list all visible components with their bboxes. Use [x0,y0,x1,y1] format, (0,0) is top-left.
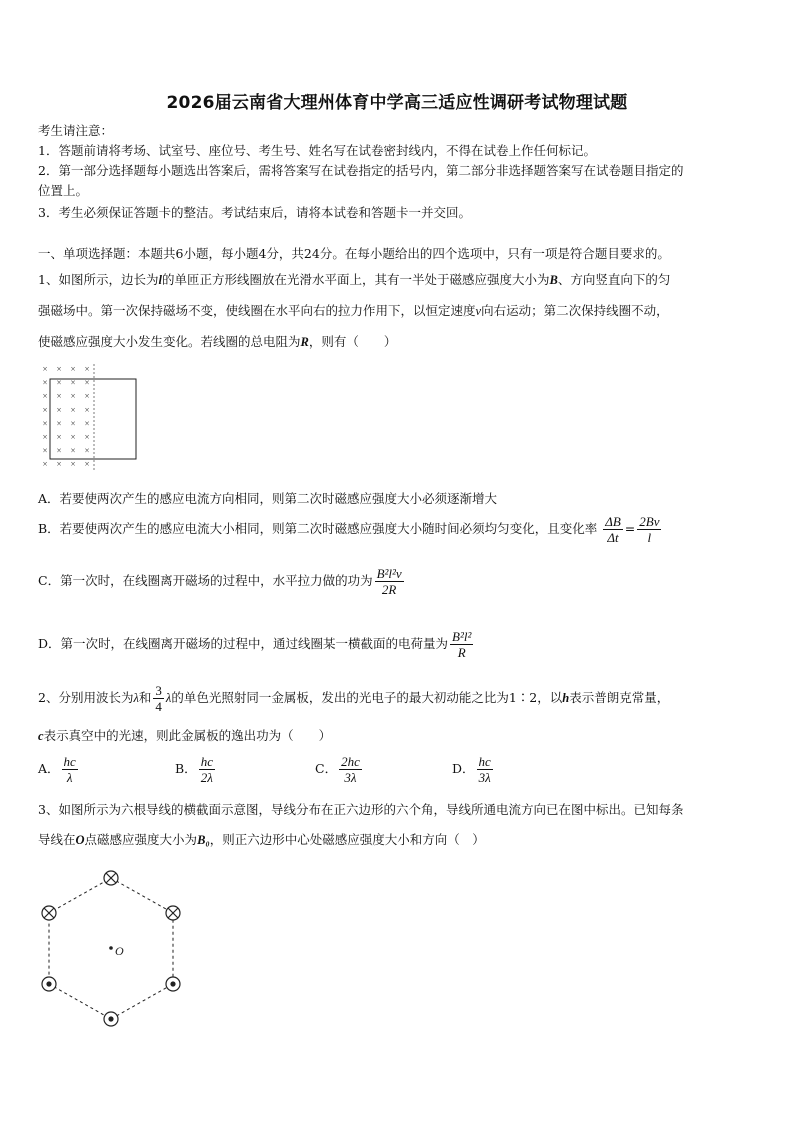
q1-line-1: 1、如图所示，边长为l的单匝正方形线圈放在光滑水平面上，其有一半处于磁感应强度大小为B、方向竖直向下的匀 [38,272,671,287]
page-title: 2026届云南省大理州体育中学高三适应性调研考试物理试题 [166,93,628,113]
q2-option-a: A． $\frac{hc}{\lambda}$ [38,754,76,785]
q2-option-b: B． $\frac{hc}{2\lambda}$ [175,754,213,785]
wire-upper-left-into-page [42,906,56,920]
field-cross-mark: × [84,432,90,442]
notice-item-2: 2．第一部分选择题每小题选出答案后，需将答案写在试卷指定的括号内，第二部分非选择题答案写在试卷题目指定的 [38,163,684,178]
q1-option-a: A．若要使两次产生的感应电流方向相同，则第二次时磁感应强度大小必须逐渐增大 [38,491,498,506]
q2-option-c: C． $\frac{2hc}{3\lambda}$ [315,754,360,785]
q1-coil-figure [38,362,148,474]
field-cross-mark: × [56,391,62,402]
field-cross-mark: × [42,391,48,402]
q2-three-quarters: $\frac{3}{4}$ [155,683,162,714]
field-cross-mark: × [84,364,90,374]
section-heading: 一、单项选择题：本题共6小题，每小题4分，共24分。在每小题给出的四个选项中，只有一项是符合题目要求的。 [38,246,670,261]
field-cross-mark: × [70,445,76,456]
field-cross-mark: × [70,459,76,470]
field-cross-mark: × [42,445,48,456]
field-cross-mark: × [42,377,48,388]
field-cross-mark: × [70,432,76,442]
field-cross-mark: × [42,432,48,442]
field-cross-mark: × [56,459,62,470]
q1-line-2: 强磁场中。第一次保持磁场不变，使线圈在水平向右的拉力作用下，以恒定速度v向右运动；第二次保持线圈不动， [38,303,669,318]
q3-hexagon-figure [30,862,200,1032]
field-cross-mark: × [56,445,62,456]
q1-option-c: C．第一次时，在线圈离开磁场的过程中，水平拉力做的功为 $\frac{\text{B²l²v}}{2R}$ [38,566,402,597]
field-cross-mark: × [42,418,48,429]
q1-option-b-rate: $\frac{\Delta B}{\Delta t}$ [605,514,621,545]
q1-option-d: D．第一次时，在线圈离开磁场的过程中，通过线圈某一横截面的电荷量为 $\frac{\text{B²l²}}{R}$ [38,629,472,660]
q1-option-d-expression: $\frac{\text{B²l²}}{R}$ [452,629,472,660]
square-coil [50,379,136,459]
field-cross-mark: × [84,459,90,470]
field-cross-mark: × [70,364,76,374]
wire-upper-right-into-page [166,906,180,920]
field-cross-mark: × [84,418,90,429]
field-cross-mark: × [84,445,90,456]
field-cross-mark: × [84,377,90,388]
field-cross-mark: × [84,404,90,415]
field-cross-mark: × [56,404,62,415]
field-cross-mark: × [42,404,48,415]
q3-line-1: 3、如图所示为六根导线的横截面示意图，导线分布在正六边形的六个角，导线所通电流方向已在图中标出。已知每条 [38,802,684,817]
field-cross-mark: × [70,391,76,402]
field-cross-mark: × [56,432,62,442]
q1-line-3: 使磁感应强度大小发生变化。若线圈的总电阻为R，则有（ ） [38,334,397,349]
wire-lower-right-out-of-page [166,977,180,991]
q1-option-b: B．若要使两次产生的感应电流大小相同，则第二次时磁感应强度大小随时间必须均匀变化，且变化率 $\frac{\Delta B}{\Delta t}$ = $\frac{2Bv}{l}$ [38,514,660,545]
wire-bottom-out-of-page [104,1012,118,1026]
wire-top-into-page [104,871,118,885]
notice-item-3: 3．考生必须保证答题卡的整洁。考试结束后，请将本试卷和答题卡一并交回。 [38,205,471,220]
center-point [109,946,113,950]
q1-option-b-value: $\frac{2Bv}{l}$ [639,514,660,545]
field-cross-mark: × [84,391,90,402]
field-cross-mark: × [56,418,62,429]
notice-item-2-cont: 位置上。 [38,183,89,198]
field-cross-mark: × [56,377,62,388]
field-cross-mark: × [70,418,76,429]
notice-heading: 考生请注意： [38,123,114,138]
q1-option-c-expression: $\frac{\text{B²l²v}}{2R}$ [376,566,402,597]
wire-lower-left-out-of-page [42,977,56,991]
field-cross-mark: × [70,377,76,388]
center-label: O [115,944,124,958]
q2-line-1: 2、分别用波长为λ和 $\frac{3}{4}$ λ的单色光照射同一金属板，发出的光电子的最大初动能之比为1∶2，以h表示普朗克常量， [38,683,670,714]
q2-line-2: c表示真空中的光速，则此金属板的逸出功为（ ） [38,728,332,743]
notice-item-1: 1．答题前请将考场、试室号、座位号、考生号、姓名写在试卷密封线内，不得在试卷上作任何标记。 [38,143,596,158]
field-cross-mark: × [70,404,76,415]
field-cross-mark: × [56,364,62,374]
field-cross-mark: × [42,459,48,470]
q3-line-2: 导线在O点磁感应强度大小为B₀，则正六边形中心处磁感应强度大小和方向（ ） [38,832,485,847]
field-cross-mark: × [42,364,48,374]
q2-option-d: D． $\frac{hc}{3\lambda}$ [452,754,491,785]
